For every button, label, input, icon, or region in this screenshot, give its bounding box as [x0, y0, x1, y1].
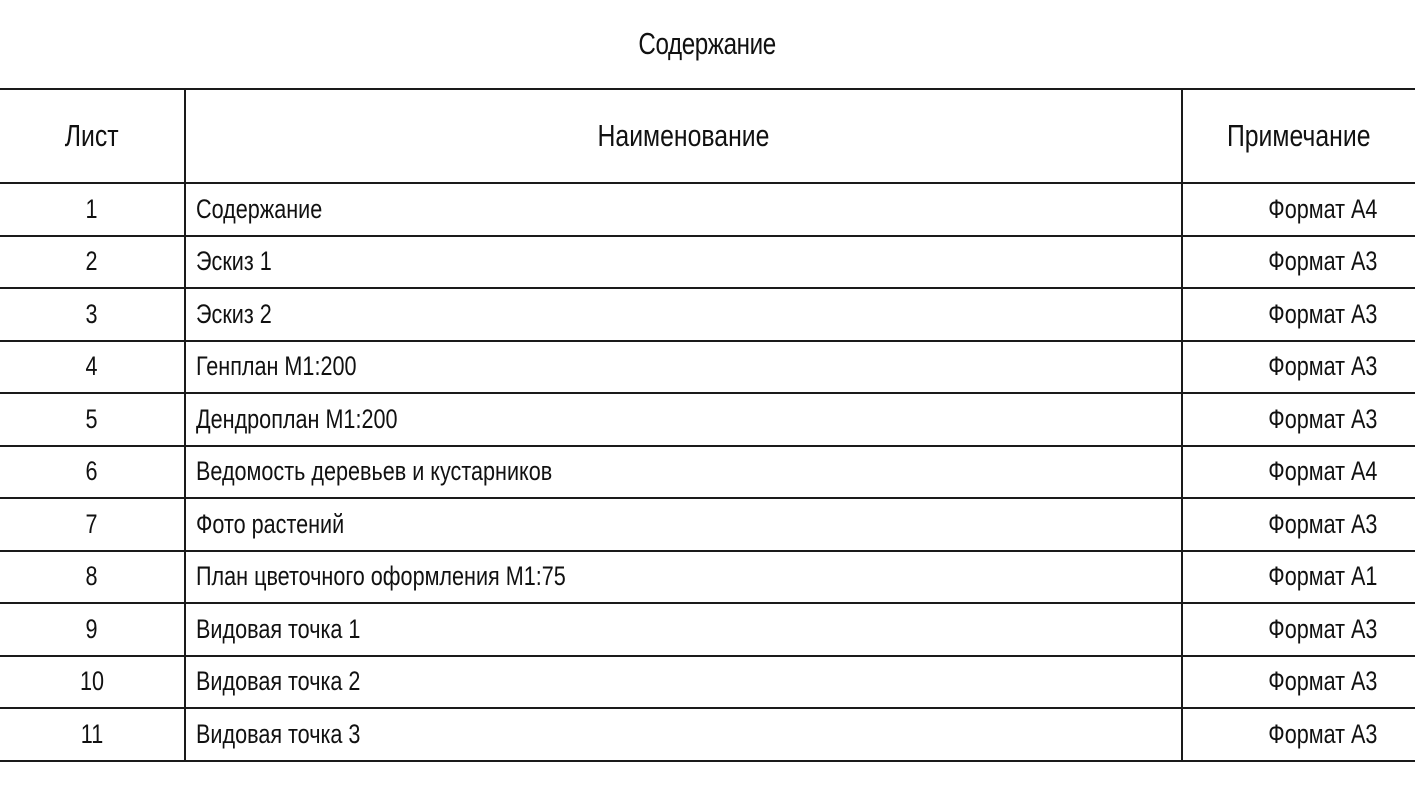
- sheet-cell: [0, 236, 185, 289]
- sheet-number: 5: [85, 403, 99, 434]
- name-cell: [185, 236, 1182, 289]
- note-cell: [1182, 656, 1415, 709]
- sheet-number: 10: [79, 666, 105, 697]
- sheet-number: 7: [85, 508, 99, 539]
- sheet-name: План цветочного оформления М1:75: [196, 561, 566, 592]
- name-cell: [185, 603, 1182, 656]
- sheet-name: Видовая точка 1: [196, 613, 361, 644]
- note-cell: [1182, 551, 1415, 604]
- name-cell: [185, 288, 1182, 341]
- note-cell: [1182, 393, 1415, 446]
- name-cell: [185, 708, 1182, 761]
- table-row: [0, 183, 1415, 236]
- sheet-note: Формат А3: [1267, 351, 1377, 382]
- sheet-cell: [0, 393, 185, 446]
- note-cell: [1182, 498, 1415, 551]
- sheet-name: Содержание: [196, 193, 323, 224]
- sheet-cell: [0, 656, 185, 709]
- sheet-cell: [0, 498, 185, 551]
- sheet-name: Генплан М1:200: [196, 351, 357, 382]
- name-cell: [185, 183, 1182, 236]
- table-row: [0, 656, 1415, 709]
- table-row: [0, 288, 1415, 341]
- table-body: [0, 183, 1415, 761]
- note-cell: [1182, 603, 1415, 656]
- sheet-number: 9: [85, 613, 99, 644]
- sheet-cell: [0, 446, 185, 499]
- name-cell: [185, 551, 1182, 604]
- sheet-number: 8: [85, 561, 99, 592]
- table-row: [0, 393, 1415, 446]
- sheet-cell: [0, 603, 185, 656]
- name-cell: [185, 341, 1182, 394]
- sheet-note: Формат А3: [1267, 613, 1377, 644]
- table-row: [0, 341, 1415, 394]
- sheet-number: 6: [85, 456, 99, 487]
- table-row: [0, 236, 1415, 289]
- contents-table: [0, 88, 1415, 762]
- name-cell: [185, 393, 1182, 446]
- page-title-text: Содержание: [638, 26, 777, 61]
- sheet-cell: [0, 708, 185, 761]
- sheet-note: Формат А4: [1267, 193, 1377, 224]
- sheet-name: Эскиз 1: [196, 246, 272, 277]
- name-cell: [185, 656, 1182, 709]
- sheet-note: Формат А3: [1267, 298, 1377, 329]
- column-header-note: [1182, 89, 1415, 183]
- note-cell: [1182, 183, 1415, 236]
- sheet-cell: [0, 288, 185, 341]
- sheet-note: Формат А3: [1267, 403, 1377, 434]
- table-row: [0, 498, 1415, 551]
- sheet-number: 3: [85, 298, 99, 329]
- name-cell: [185, 446, 1182, 499]
- sheet-cell: [0, 183, 185, 236]
- table-row: [0, 708, 1415, 761]
- column-header-label: Примечание: [1227, 118, 1371, 153]
- sheet-name: Эскиз 2: [196, 298, 272, 329]
- sheet-name: Видовая точка 3: [196, 718, 361, 749]
- sheet-number: 11: [80, 718, 104, 749]
- sheet-number: 4: [85, 351, 99, 382]
- name-cell: [185, 498, 1182, 551]
- sheet-name: Видовая точка 2: [196, 666, 361, 697]
- sheet-number: 1: [85, 193, 99, 224]
- sheet-name: Дендроплан М1:200: [196, 403, 398, 434]
- table-row: [0, 446, 1415, 499]
- sheet-name: Ведомость деревьев и кустарников: [196, 456, 553, 487]
- sheet-note: Формат А3: [1267, 508, 1377, 539]
- sheet-cell: [0, 551, 185, 604]
- sheet-cell: [0, 341, 185, 394]
- note-cell: [1182, 708, 1415, 761]
- column-header-label: Наименование: [597, 118, 770, 153]
- sheet-note: Формат А1: [1267, 561, 1377, 592]
- sheet-note: Формат А3: [1267, 718, 1377, 749]
- table-header-row: [0, 89, 1415, 183]
- sheet-note: Формат А3: [1267, 246, 1377, 277]
- note-cell: [1182, 341, 1415, 394]
- note-cell: [1182, 288, 1415, 341]
- table-row: [0, 551, 1415, 604]
- sheet-number: 2: [85, 246, 99, 277]
- sheet-name: Фото растений: [196, 508, 345, 539]
- column-header-name: [185, 89, 1182, 183]
- table-row: [0, 603, 1415, 656]
- page-title: [0, 26, 1415, 62]
- column-header-label: Лист: [65, 118, 119, 153]
- sheet-note: Формат А4: [1267, 456, 1377, 487]
- column-header-sheet: [0, 89, 185, 183]
- note-cell: [1182, 446, 1415, 499]
- note-cell: [1182, 236, 1415, 289]
- sheet-note: Формат А3: [1267, 666, 1377, 697]
